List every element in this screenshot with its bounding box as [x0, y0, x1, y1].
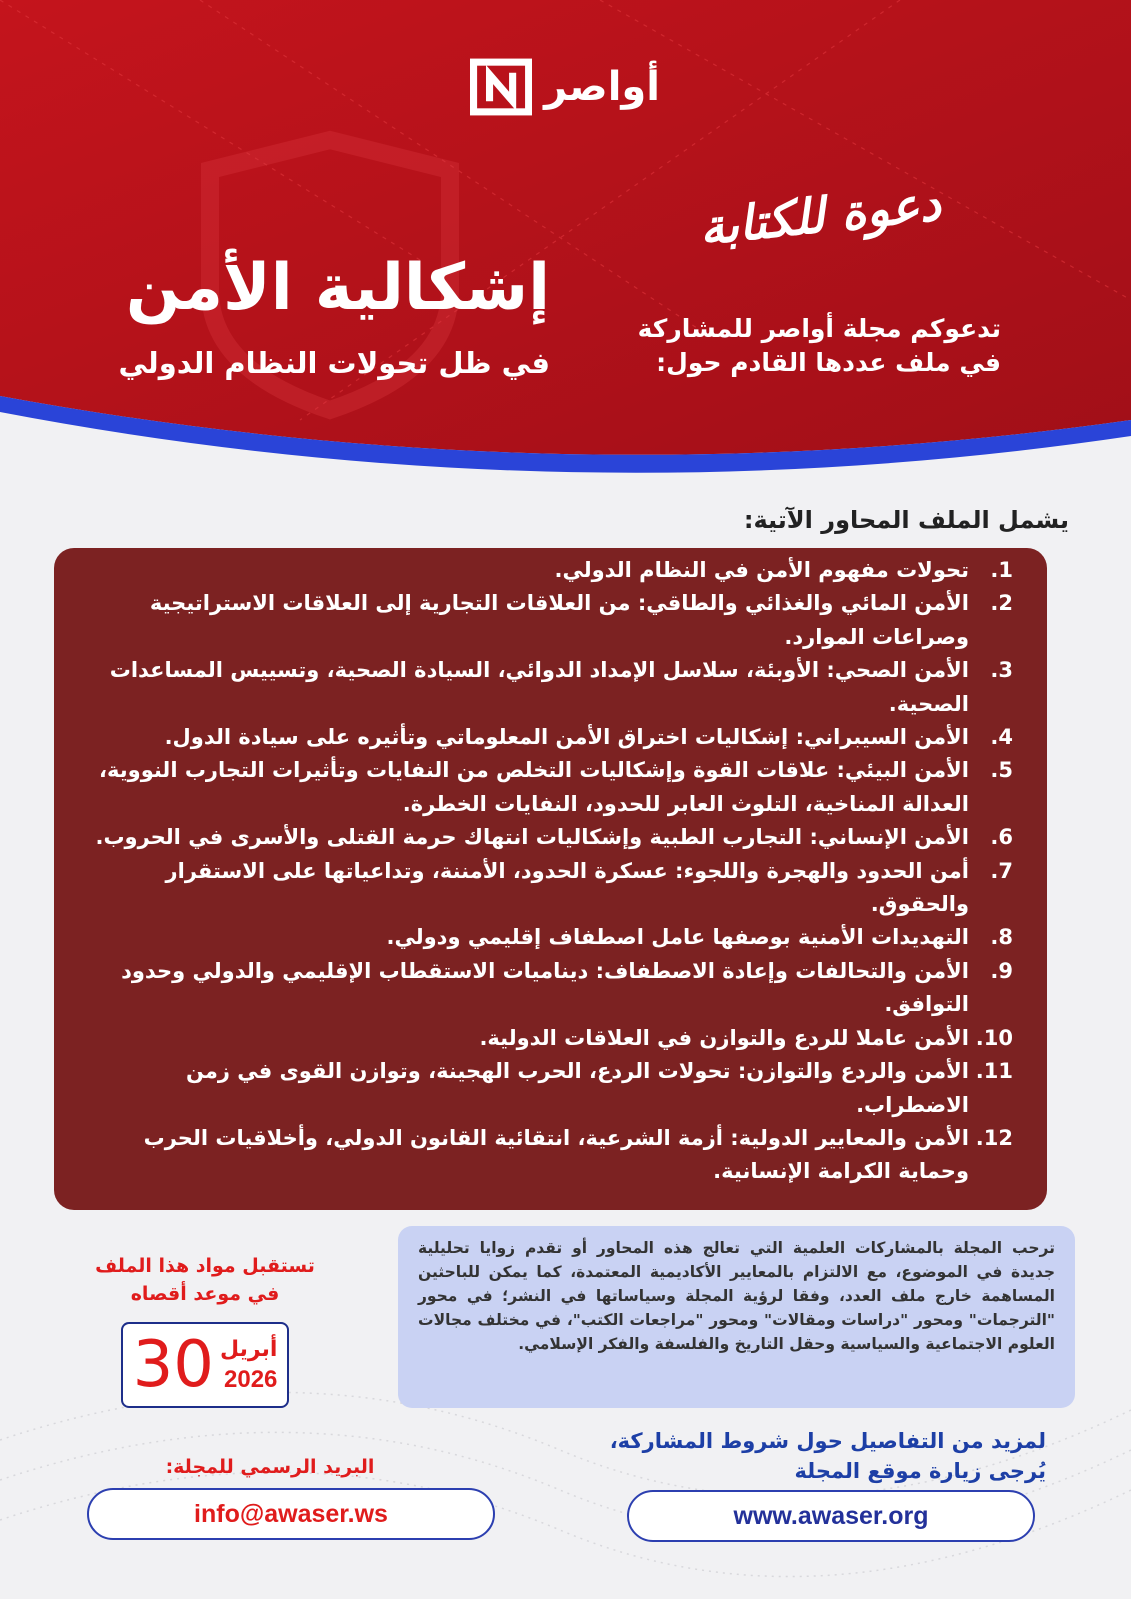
list-item: [82, 1022, 1013, 1055]
item-number: 6.: [990, 825, 1013, 850]
sub-title: في ظل تحولات النظام الدولي: [118, 346, 550, 380]
deadline-line: تستقبل مواد هذا الملف: [95, 1255, 315, 1277]
list-item: [82, 955, 1013, 1022]
item-text: أمن الحدود والهجرة واللجوء: عسكرة الحدود، الأمننة، وتداعياتها على الاستقرار والحقوق.: [165, 858, 969, 917]
list-item: [82, 821, 1013, 854]
item-text: الأمن والمعايير الدولية: أزمة الشرعية، انتقائية القانون الدولي، وأخلاقيات الحرب وحماية الكرامة الإنسانية.: [143, 1125, 969, 1184]
deadline-date: [121, 1322, 289, 1408]
item-text: تحولات مفهوم الأمن في النظام الدولي.: [554, 558, 969, 582]
deadline-year: 2026: [224, 1366, 278, 1393]
item-number: 3.: [990, 658, 1013, 683]
item-number: 4.: [990, 725, 1013, 750]
email-link[interactable]: info@awaser.ws: [87, 1488, 495, 1540]
item-text: الأمن المائي والغذائي والطاقي: من العلاقات التجارية إلى العلاقات الاستراتيجية وصراعات الموارد.: [149, 591, 969, 649]
item-number: 7.: [990, 858, 1013, 883]
awaser-logo-icon: [470, 55, 532, 119]
item-number: 8.: [990, 925, 1013, 950]
list-item: [82, 1122, 1013, 1189]
axes-box: [54, 548, 1047, 1210]
more-line: لمزيد من التفاصيل حول شروط المشاركة،: [609, 1429, 1046, 1453]
welcome-box: ترحب المجلة بالمشاركات العلمية التي تعالج هذه المحاور أو تقدم زوايا تحليلية جديدة في الموضوع، مع الالتزام بالمعايير الأكاديمية المعتمدة، كما يمكن للباحثين المساهمة خارج ملف العدد، وفقا لرؤية المجلة وسياساتها في النشر؛ في محور "الترجمات" ومحور "دراسات ومقالات" ومحور "مراجعات الكتب"، في مختلف مجالات العلوم الاجتماعية والسياسية وحقل التاريخ والفلسفة والفكر الإسلامي.: [398, 1226, 1075, 1408]
item-number: 5.: [990, 758, 1013, 783]
deadline-month: أبريل: [220, 1337, 278, 1362]
list-item: [82, 754, 1013, 821]
more-line: يُرجى زيارة موقع المجلة: [794, 1459, 1046, 1483]
awaser-logo: [470, 52, 660, 122]
list-item: [82, 721, 1013, 754]
main-title: إشكالية الأمن: [125, 251, 550, 325]
invite-line: في ملف عددها القادم حول:: [656, 348, 1001, 377]
item-number: 2.: [990, 591, 1013, 616]
item-text: الأمن الإنساني: التجارب الطبية وإشكاليات انتهاك حرمة القتلى والأسرى في الحروب.: [95, 825, 969, 850]
axes-heading: يشمل الملف المحاور الآتية:: [743, 506, 1069, 534]
list-item: [82, 921, 1013, 954]
invite-title: دعوة للكتابة: [696, 175, 944, 257]
list-item: [82, 855, 1013, 922]
list-item: [82, 587, 1013, 654]
item-text: الأمن والردع والتوازن: تحولات الردع، الحرب الهجينة، وتوازن القوى في زمن الاضطراب.: [185, 1059, 969, 1117]
item-text: الأمن البيئي: علاقات القوة وإشكاليات التخلص من النفايات وتأثيرات التجارب النووية، العدالة المناخية، التلوث العابر للحدود، النفايات الخطرة.: [99, 758, 969, 816]
deadline-month-year: [220, 1335, 277, 1395]
logo-text: أواصر: [544, 64, 660, 110]
item-text: الأمن الصحي: الأوبئة، سلاسل الإمداد الدوائي، السيادة الصحية، وتسييس المساعدات الصحية.: [109, 658, 969, 716]
item-number: 1.: [990, 558, 1013, 582]
item-number: 9.: [990, 958, 1013, 983]
more-info-text: [586, 1426, 1046, 1486]
item-number: 11.: [975, 1059, 1013, 1084]
item-text: الأمن عاملا للردع والتوازن في العلاقات الدولية.: [479, 1025, 969, 1050]
item-text: الأمن السيبراني: إشكاليات اختراق الأمن المعلوماتي وتأثيره على سيادة الدول.: [164, 725, 969, 750]
list-item: [82, 554, 1013, 587]
item-text: الأمن والتحالفات وإعادة الاصطفاف: ديناميات الاستقطاب الإقليمي والدولي وحدود التوافق.: [121, 958, 969, 1017]
axes-list: [82, 554, 1013, 1189]
email-label: البريد الرسمي للمجلة:: [165, 1456, 375, 1478]
invite-line: تدعوكم مجلة أواصر للمشاركة: [637, 314, 1001, 343]
item-text: التهديدات الأمنية بوصفها عامل اصطفاف إقليمي ودولي.: [386, 925, 969, 950]
item-number: 12.: [975, 1125, 1013, 1150]
list-item: [82, 654, 1013, 721]
deadline-line: في موعد أقصاه: [130, 1283, 280, 1305]
website-link[interactable]: www.awaser.org: [627, 1490, 1035, 1542]
item-number: 10.: [975, 1025, 1013, 1050]
deadline-text: [70, 1252, 340, 1308]
list-item: [82, 1055, 1013, 1122]
invite-text: [561, 312, 1001, 380]
deadline-day: 30: [132, 1328, 215, 1402]
